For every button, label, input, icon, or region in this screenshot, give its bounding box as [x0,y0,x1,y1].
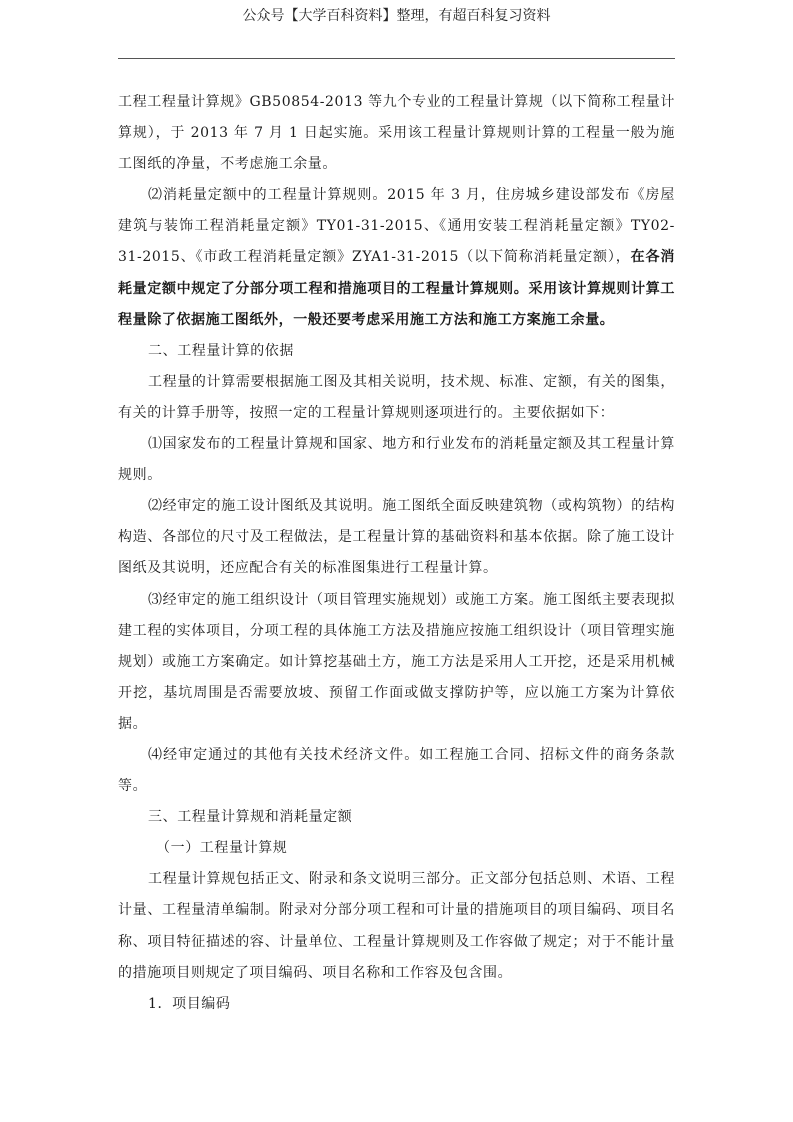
paragraph-consumption-quota-emphasis: 在各消耗量定额中规定了分部分项工程和措施项目的工程量计算规则。采用该计算规则计算工程量除了依据施工图纸外，一般还要考虑采用施工方法和施工方案施工余量。 [118,249,675,328]
paragraph-basis-item-4: ⑷经审定通过的其他有关技术经济文件。如工程施工合同、招标文件的商务条款等。 [118,746,675,795]
paragraph-continuation: 工程工程量计算规》GB50854-2013 等九个专业的工程量计算规（以下简称工程量计算规），于 2013 年 7 月 1 日起实施。采用该工程量计算规则计算的工程量一般为施工图纸的净量，不考虑施工余量。 [118,94,675,173]
paragraph-consumption-quota [118,180,675,335]
header-divider [118,58,675,59]
paragraph-consumption-quota-text: ⑵消耗量定额中的工程量计算规则。2015 年 3 月，住房城乡建设部发布《房屋建筑与装饰工程消耗量定额》TY01-31-2015、《通用安装工程消耗量定额》TY02-31-2015、《市政工程消耗量定额》ZYA1-31-2015（以下简称消耗量定额）， [118,187,675,266]
document-body [118,87,675,1020]
item-heading-project-code: 1．项目编码 [148,995,231,1012]
page-header: 公众号【大学百科资料】整理，有超百科复习资料 [242,8,551,24]
paragraph-basis-item-2: ⑵经审定的施工设计图纸及其说明。施工图纸全面反映建筑物（或构筑物）的结构构造、各部位的尺寸及工程做法，是工程量计算的基础资料和基本依据。除了施工设计图纸及其说明，还应配合有关的标准图集进行工程量计算。 [118,498,675,577]
paragraph-basis-intro: 工程量的计算需要根据施工图及其相关说明，技术规、标准、定额，有关的图集，有关的计算手册等，按照一定的工程量计算规则逐项进行的。主要依据如下： [118,373,675,421]
paragraph-basis-item-1: ⑴国家发布的工程量计算规和国家、地方和行业发布的消耗量定额及其工程量计算规则。 [118,436,675,484]
section-heading-basis: 二、工程量计算的依据 [148,342,294,359]
section-heading-rules: 三、工程量计算规和消耗量定额 [148,809,353,826]
paragraph-rules-description: 工程量计算规包括正文、附录和条文说明三部分。正文部分包括总则、术语、工程计量、工程量清单编制。附录对分部分项工程和可计量的措施项目的项目编码、项目名称、项目特征描述的容、计量单位、工程量计算规则及工作容做了规定；对于不能计量的措施项目则规定了项目编码、项目名称和工作容及包含围。 [118,871,675,981]
subsection-heading-rules: （一）工程量计算规 [156,840,288,857]
paragraph-basis-item-3: ⑶经审定的施工组织设计（项目管理实施规划）或施工方案。施工图纸主要表现拟建工程的实体项目，分项工程的具体施工方法及措施应按施工组织设计（项目管理实施规划）或施工方案确定。如计算挖基础土方，施工方法是采用人工开挖，还是采用机械开挖，基坑周围是否需要放坡、预留工作面或做支撑防护等，应以施工方案为计算依据。 [118,591,675,732]
